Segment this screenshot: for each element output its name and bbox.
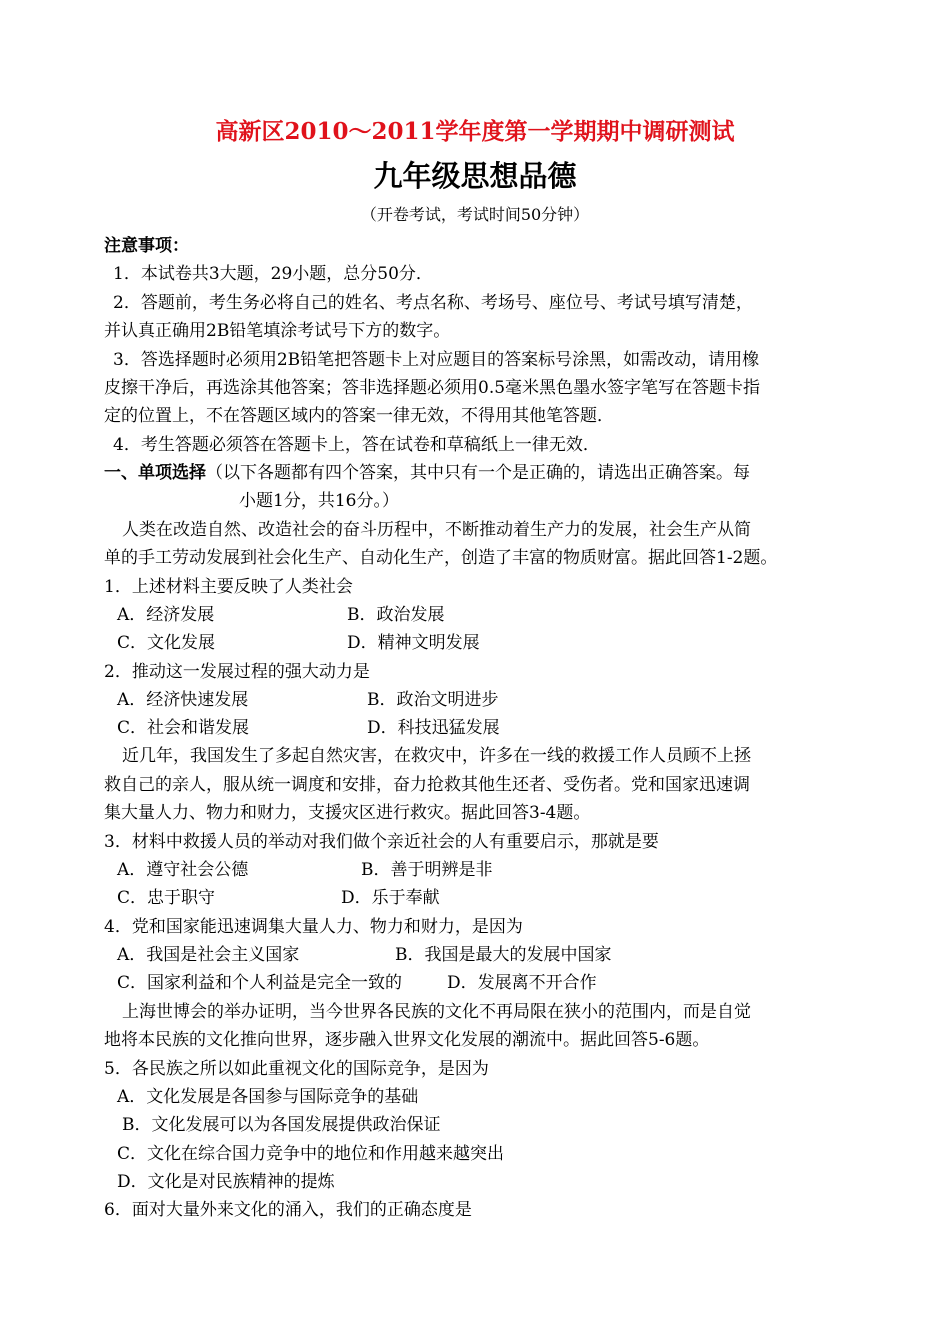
question-stem: 5．各民族之所以如此重视文化的国际竞争，是因为 [104, 1059, 489, 1079]
question-stem: 1．上述材料主要反映了人类社会 [104, 577, 353, 597]
question-option: A．我国是社会主义国家 [117, 945, 300, 965]
question-option: D．乐于奉献 [341, 888, 440, 908]
question-option: B．政治文明进步 [367, 690, 499, 710]
subject-title: 九年级思想品德 [373, 159, 577, 193]
notes-heading: 注意事项： [104, 236, 189, 256]
question-option: C．文化发展 [117, 633, 216, 653]
note-line: 定的位置上，不在答题区域内的答案一律无效，不得用其他笔答题． [104, 406, 614, 426]
question-option: B．文化发展可以为各国发展提供政治保证 [122, 1115, 441, 1135]
note-line: 皮擦干净后，再选涂其他答案；答非选择题必须用0.5毫米黑色墨水签字笔写在答题卡指 [104, 378, 761, 398]
section-heading: 一、单项选择 [104, 463, 206, 483]
section-heading-row [104, 463, 750, 483]
question-option: A．经济发展 [117, 605, 215, 625]
passage-line: 近几年，我国发生了多起自然灾害，在救灾中，许多在一线的救援工作人员顾不上拯 [122, 746, 751, 766]
note-line: 4．考生答题必须答在答题卡上，答在试卷和草稿纸上一律无效． [113, 435, 600, 455]
passage-line: 单的手工劳动发展到社会化生产、自动化生产，创造了丰富的物质财富。据此回答1-2题。 [104, 548, 778, 568]
question-option: B．我国是最大的发展中国家 [395, 945, 612, 965]
passage-line: 集大量人力、物力和财力，支援灾区进行救灾。据此回答3-4题。 [104, 803, 591, 823]
question-option: D．文化是对民族精神的提炼 [117, 1172, 335, 1192]
question-stem: 4．党和国家能迅速调集大量人力、物力和财力，是因为 [104, 917, 523, 937]
question-option: C．文化在综合国力竞争中的地位和作用越来越突出 [117, 1144, 505, 1164]
question-option: A．经济快速发展 [117, 690, 249, 710]
question-option: B．政治发展 [347, 605, 445, 625]
passage-line: 地将本民族的文化推向世界，逐步融入世界文化发展的潮流中。据此回答5-6题。 [104, 1030, 710, 1050]
question-option: A．遵守社会公德 [117, 860, 249, 880]
passage-line: 救自己的亲人，服从统一调度和安排，奋力抢救其他生还者、受伤者。党和国家迅速调 [104, 775, 750, 795]
question-option: D．精神文明发展 [347, 633, 480, 653]
question-stem: 6．面对大量外来文化的涌入，我们的正确态度是 [104, 1200, 472, 1220]
section-instruction: （以下各题都有四个答案，其中只有一个是正确的，请选出正确答案。每 [206, 463, 750, 483]
question-option: C．国家利益和个人利益是完全一致的 [117, 973, 403, 993]
question-stem: 2．推动这一发展过程的强大动力是 [104, 662, 370, 682]
note-line: 并认真正确用2B铅笔填涂考试号下方的数字。 [104, 321, 451, 341]
note-line: 2．答题前，考生务必将自己的姓名、考点名称、考场号、座位号、考试号填写清楚， [113, 293, 753, 313]
passage-line: 人类在改造自然、改造社会的奋斗历程中，不断推动着生产力的发展，社会生产从简 [122, 520, 751, 540]
question-option: D．科技迅猛发展 [367, 718, 500, 738]
question-option: C．社会和谐发展 [117, 718, 250, 738]
question-stem: 3．材料中救援人员的举动对我们做个亲近社会的人有重要启示，那就是要 [104, 832, 659, 852]
note-line: 1．本试卷共3大题，29小题，总分50分． [113, 264, 433, 284]
exam-title: 高新区2010～2011学年度第一学期期中调研测试 [215, 118, 735, 145]
section-instruction-cont: 小题1分，共16分。） [239, 491, 399, 511]
exam-subtitle: （开卷考试，考试时间50分钟） [360, 205, 590, 224]
passage-line: 上海世博会的举办证明，当今世界各民族的文化不再局限在狭小的范围内，而是自觉 [122, 1002, 751, 1022]
question-option: D．发展离不开合作 [447, 973, 597, 993]
question-option: B．善于明辨是非 [361, 860, 493, 880]
question-option: A．文化发展是各国参与国际竞争的基础 [117, 1087, 419, 1107]
question-option: C．忠于职守 [117, 888, 216, 908]
note-line: 3．答选择题时必须用2B铅笔把答题卡上对应题目的答案标号涂黑，如需改动，请用橡 [113, 350, 760, 370]
